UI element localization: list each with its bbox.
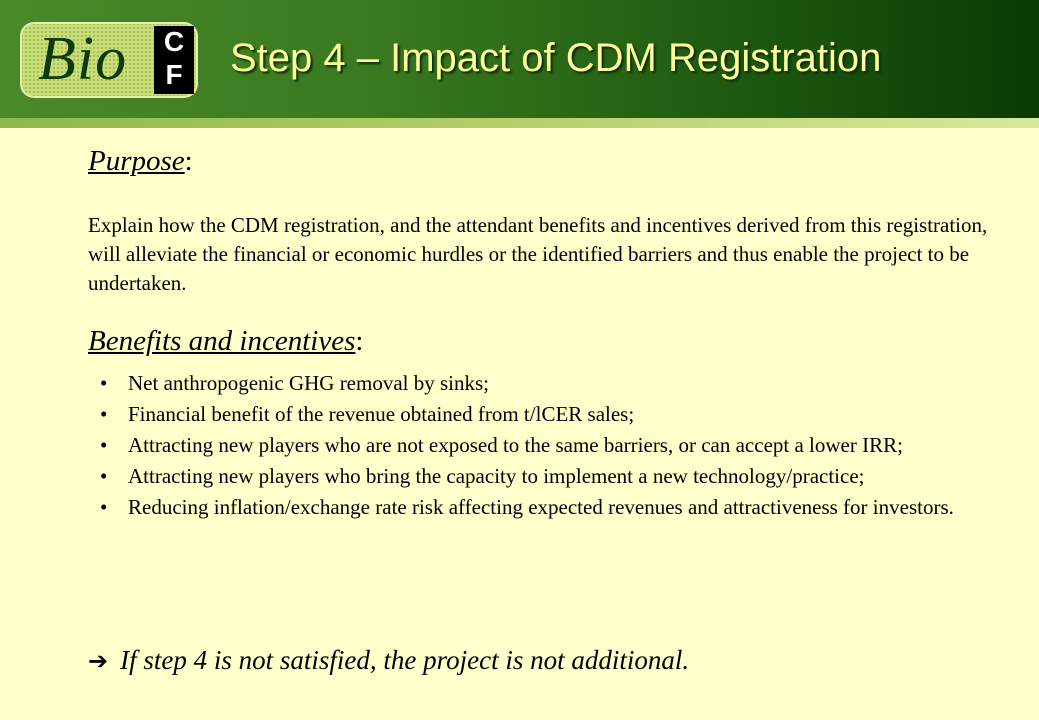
list-item	[88, 433, 1008, 457]
purpose-text: Explain how the CDM registration, and the attendant benefits and incentives derived from this registration, will alleviate the financial or economic hurdles or the identified barriers and thus enable the project to be undertaken.	[88, 213, 988, 295]
list-item	[88, 495, 1008, 519]
benefits-heading	[88, 325, 363, 358]
logo-cf-box	[154, 26, 194, 94]
logo-letter-f: F	[165, 59, 183, 90]
purpose-heading-colon: :	[184, 145, 193, 177]
benefits-heading-colon: :	[355, 325, 364, 357]
logo-text: Bio	[38, 25, 128, 93]
list-item	[88, 464, 1008, 488]
list-item-text: Attracting new players who are not exposed to the same barriers, or can accept a lower IRR;	[128, 433, 903, 457]
list-item	[88, 371, 1008, 395]
purpose-heading	[88, 145, 193, 178]
bullet-icon: •	[100, 402, 108, 426]
purpose-heading-text: Purpose	[88, 145, 185, 177]
bullet-icon: •	[100, 433, 108, 457]
list-item-text: Net anthropogenic GHG removal by sinks;	[128, 371, 490, 395]
biocf-logo	[20, 22, 198, 98]
benefits-heading-text: Benefits and incentives	[88, 325, 356, 357]
benefits-list	[88, 371, 1008, 526]
logo-letter-c: C	[163, 26, 185, 57]
arrow-right-icon: ➔	[88, 647, 109, 675]
conclusion	[88, 645, 689, 676]
conclusion-text: If step 4 is not satisfied, the project is not additional.	[120, 645, 690, 675]
header-stripe	[0, 118, 1039, 128]
slide-title: Step 4 – Impact of CDM Registration	[230, 36, 882, 80]
list-item-text: Attracting new players who bring the capacity to implement a new technology/practice;	[128, 464, 865, 488]
list-item-text: Financial benefit of the revenue obtained from t/lCER sales;	[128, 402, 635, 426]
list-item-text: Reducing inflation/exchange rate risk affecting expected revenues and attractiveness for investors.	[128, 495, 954, 519]
bullet-icon: •	[100, 371, 108, 395]
list-item	[88, 402, 1008, 426]
bullet-icon: •	[100, 495, 108, 519]
bullet-icon: •	[100, 464, 108, 488]
